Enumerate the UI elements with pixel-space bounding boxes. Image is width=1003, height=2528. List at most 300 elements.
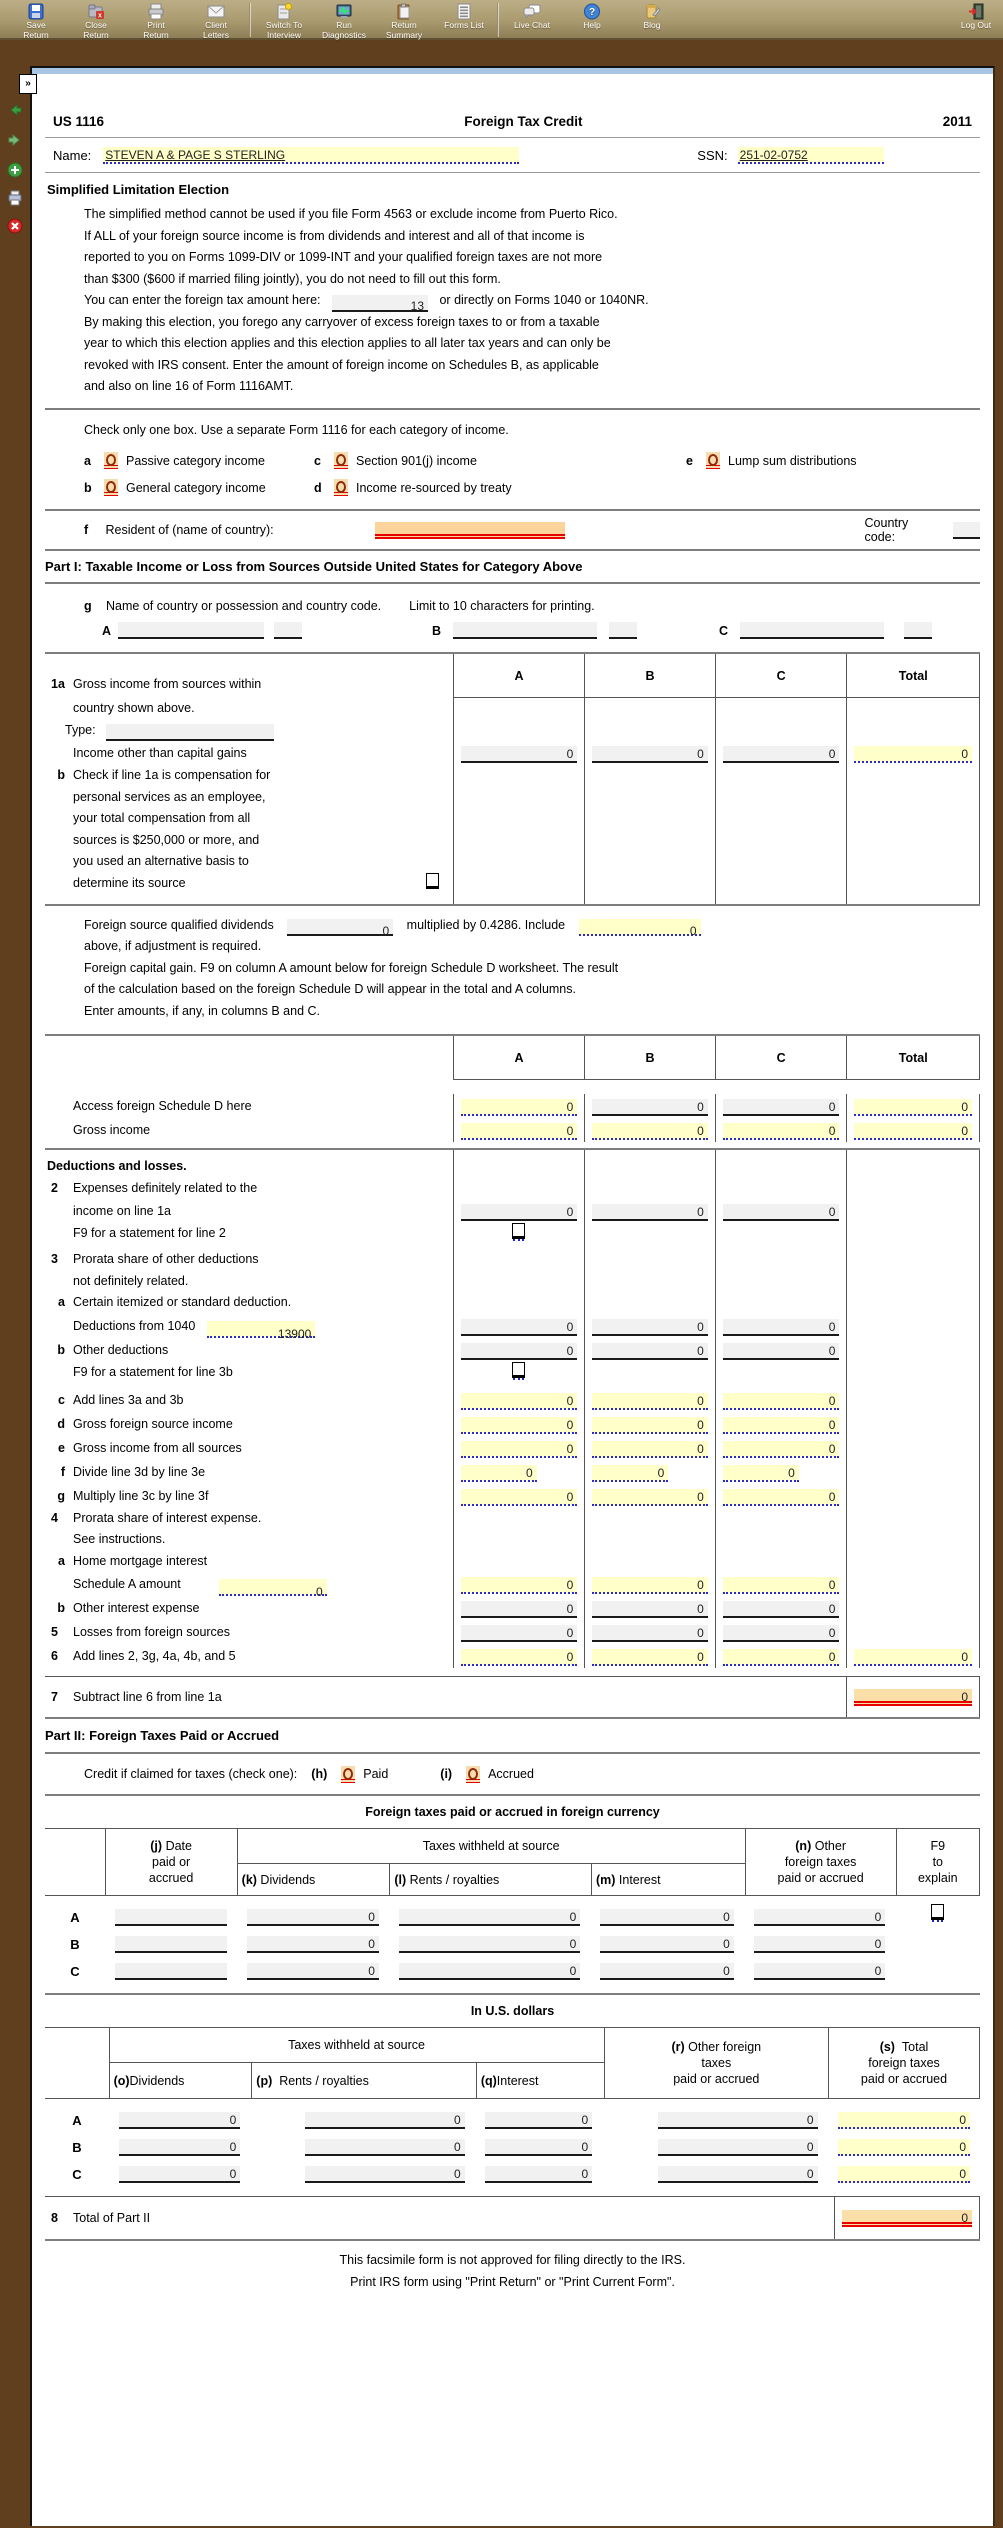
line-g-text: Name of country or possession and country code. — [106, 599, 382, 613]
part1-title: Part I: Taxable Income or Loss from Sources Outside United States for Category Above — [45, 559, 583, 574]
usd-a-interest-field[interactable]: 0 — [485, 2112, 593, 2129]
interview-page-icon — [275, 3, 293, 20]
f9-line2-label: F9 for a statement for line 2 — [73, 1226, 226, 1240]
column-header-total: Total — [846, 1036, 980, 1080]
category-a-letter: a — [84, 453, 91, 468]
qd-include-field[interactable]: 0 — [579, 919, 701, 936]
line-3f-b-field[interactable]: 0 — [592, 1465, 668, 1482]
button-label: Run — [336, 20, 352, 30]
country-a-letter: A — [102, 623, 112, 638]
floppy-disk-icon — [27, 3, 45, 20]
save-return-button[interactable] — [6, 2, 66, 40]
line-6-total-field[interactable]: 0 — [854, 1649, 972, 1666]
taxes-withheld-header: Taxes withheld at source — [110, 2028, 604, 2063]
col-q-letter: (q) — [480, 2073, 497, 2088]
col-s-label: foreign taxes — [868, 2056, 940, 2070]
fc-b-other-field[interactable]: 0 — [754, 1936, 886, 1953]
foreign-tax-amount-field[interactable]: 13 — [332, 295, 428, 312]
log-out-button[interactable] — [953, 2, 999, 31]
line-5-c-field[interactable]: 0 — [723, 1625, 840, 1642]
print-form-icon[interactable] — [7, 190, 23, 206]
fc-c-rents-field[interactable]: 0 — [399, 1963, 580, 1980]
line-6-b-field[interactable]: 0 — [592, 1649, 708, 1666]
schedule-a-amount-field[interactable]: 0 — [219, 1579, 327, 1596]
row-c-letter: C — [70, 1964, 80, 1979]
return-summary-button[interactable] — [374, 2, 434, 40]
usd-c-interest-field[interactable]: 0 — [485, 2166, 593, 2183]
line-3d-label: Gross foreign source income — [73, 1416, 233, 1431]
line-4a-text: Schedule A amount — [73, 1577, 181, 1591]
row-c-letter: C — [72, 2167, 82, 2182]
f9-line2-checkbox[interactable] — [512, 1223, 525, 1239]
col-s-letter: (s) — [879, 2040, 895, 2054]
usd-a-total-field[interactable]: 0 — [838, 2112, 971, 2129]
form-panel — [25, 66, 995, 2526]
run-diagnostics-button[interactable] — [314, 2, 374, 40]
country-code-label: Country code: — [864, 516, 909, 544]
usd-c-dividends-field[interactable]: 0 — [119, 2166, 241, 2183]
button-label: Return — [143, 29, 169, 40]
col-o-label: Dividends — [129, 2073, 185, 2088]
line-1a-number: 1a — [51, 677, 65, 691]
fc-b-rents-field[interactable]: 0 — [399, 1936, 580, 1953]
qd-text: of the calculation based on the foreign Schedule D will appear in the total and A columns. — [84, 982, 576, 996]
col-q-label: Interest — [496, 2073, 539, 2088]
add-form-icon[interactable] — [7, 162, 23, 178]
part2-title: Part II: Foreign Taxes Paid or Accrued — [45, 1728, 280, 1743]
line-1a-label: Gross income from sources within — [73, 677, 262, 691]
col-n-label: Other — [814, 1839, 846, 1853]
column-header-a: A — [453, 654, 585, 698]
general-category-checkbox[interactable] — [104, 479, 118, 496]
deductions-1040-field[interactable]: 13900 — [207, 1321, 315, 1338]
line-4a-b-field[interactable]: 0 — [592, 1577, 708, 1594]
forward-arrow-icon[interactable] — [7, 132, 23, 148]
lump-sum-checkbox[interactable] — [706, 452, 720, 469]
fc-c-date-field[interactable] — [115, 1963, 228, 1980]
line-3c-label: Add lines 3a and 3b — [73, 1392, 184, 1407]
usd-b-rents-field[interactable]: 0 — [305, 2139, 465, 2156]
category-b-label: General category income — [126, 480, 266, 495]
line-3c-b-field[interactable]: 0 — [592, 1393, 708, 1410]
fc-a-other-field[interactable]: 0 — [754, 1909, 886, 1926]
expand-panel-tab[interactable]: » — [19, 74, 37, 94]
line-3g-number: g — [57, 1488, 65, 1503]
line-3b-c-field[interactable]: 0 — [723, 1343, 840, 1360]
income-b-field[interactable]: 0 — [592, 746, 708, 763]
button-label: Close — [85, 20, 107, 30]
line-2-b-field[interactable]: 0 — [592, 1204, 708, 1221]
line-3a-a-field[interactable]: 0 — [461, 1319, 578, 1336]
help-button[interactable] — [562, 2, 622, 31]
election-text: The simplified method cannot be used if you file Form 4563 or exclude income from Puerto Rico. — [84, 207, 618, 221]
usd-a-other-field[interactable]: 0 — [658, 2112, 818, 2129]
check-i-letter: (i) — [440, 1767, 453, 1781]
election-heading: Simplified Limitation Election — [47, 182, 230, 197]
line-5-b-field[interactable]: 0 — [592, 1625, 708, 1642]
column-header-total: Total — [846, 654, 980, 698]
country-a-name-field[interactable] — [118, 622, 264, 639]
election-text: year to which this election applies and this election applies to all later tax years and can only be — [84, 336, 611, 350]
usd-a-rents-field[interactable]: 0 — [305, 2112, 465, 2129]
button-label: Forms List — [444, 20, 484, 30]
button-label: Diagnostics — [322, 29, 366, 40]
checkbox-ring — [106, 481, 116, 493]
button-label: Blog — [643, 20, 661, 30]
fc-b-dividends-field[interactable]: 0 — [247, 1936, 379, 1953]
line-8-total-field[interactable]: 0 — [842, 2210, 972, 2227]
line-3-number: 3 — [51, 1252, 58, 1266]
usd-a-dividends-field[interactable]: 0 — [119, 2112, 241, 2129]
col-m-letter: (m) — [595, 1872, 616, 1887]
income-type-field[interactable] — [106, 724, 274, 741]
income-c-field[interactable]: 0 — [723, 746, 840, 763]
switch-to-interview-button[interactable] — [254, 2, 314, 40]
foreign-currency-table — [45, 1828, 980, 1995]
fc-a-f9-checkbox[interactable] — [931, 1904, 944, 1920]
line-1b-text: personal services as an employee, — [73, 789, 266, 804]
form-title: Foreign Tax Credit — [464, 114, 583, 129]
line-3g-a-field[interactable]: 0 — [461, 1489, 578, 1506]
col-l-letter: (l) — [394, 1872, 407, 1887]
country-b-code-field[interactable] — [609, 622, 637, 639]
line-4b-c-field[interactable]: 0 — [723, 1601, 840, 1618]
line-7-label: Subtract line 6 from line 1a — [73, 1690, 222, 1704]
line-3g-b-field[interactable]: 0 — [592, 1489, 708, 1506]
scroll-quill-icon — [643, 3, 661, 20]
blog-button[interactable] — [622, 2, 682, 31]
line-1b-checkbox[interactable] — [426, 873, 439, 889]
line-1b-text: sources is $250,000 or more, and — [73, 832, 260, 847]
income-other-label: Income other than capital gains — [73, 746, 247, 760]
column-header-b: B — [584, 654, 715, 698]
line-3e-a-field[interactable]: 0 — [461, 1441, 578, 1458]
row-a-letter: A — [70, 1910, 80, 1925]
line-3d-b-field[interactable]: 0 — [592, 1417, 708, 1434]
country-c-code-field[interactable] — [904, 622, 932, 639]
line-2-number: 2 — [51, 1180, 58, 1195]
col-l-label: Rents / royalties — [409, 1872, 500, 1887]
accrued-checkbox[interactable] — [466, 1766, 480, 1783]
schedule-d-b-field[interactable]: 0 — [592, 1099, 708, 1116]
category-e-label: Lump sum distributions — [728, 453, 857, 468]
form-year: 2011 — [942, 114, 972, 129]
facsimile-note-line1: This facsimile form is not approved for filing directly to the IRS. — [339, 2253, 686, 2267]
line-2-text: income on line 1a — [73, 1204, 171, 1218]
col-j-label: paid or — [152, 1855, 191, 1869]
line-6-number: 6 — [51, 1649, 58, 1663]
col-r-label: taxes — [701, 2056, 732, 2070]
line-3-text: not definitely related. — [73, 1273, 189, 1288]
part1-table-1 — [45, 652, 980, 906]
facsimile-note-line2: Print IRS form using "Print Return" or "Print Current Form". — [350, 2275, 675, 2289]
line-4b-b-field[interactable]: 0 — [592, 1601, 708, 1618]
schedule-d-a-field[interactable]: 0 — [461, 1099, 578, 1116]
live-chat-button[interactable] — [502, 2, 562, 31]
f9-line3b-label: F9 for a statement for line 3b — [73, 1364, 233, 1379]
chat-bubbles-icon — [522, 3, 542, 20]
line-2-c-field[interactable]: 0 — [723, 1204, 840, 1221]
schedule-d-total-field[interactable]: 0 — [854, 1099, 972, 1116]
door-exit-icon — [967, 3, 985, 20]
col-s-label: paid or accrued — [860, 2072, 948, 2086]
line-3e-b-field[interactable]: 0 — [592, 1441, 708, 1458]
line-3-text: Prorata share of other deductions — [73, 1252, 259, 1266]
usd-c-rents-field[interactable]: 0 — [305, 2166, 465, 2183]
line-4-number: 4 — [51, 1510, 58, 1525]
qd-text: multiplied by 0.4286. Include — [406, 918, 566, 932]
line-2-text: Expenses definitely related to the — [73, 1180, 258, 1195]
monitor-pulse-icon — [335, 3, 353, 20]
qd-text: Foreign source qualified dividends — [84, 918, 274, 932]
line-1a-label2: country shown above. — [73, 701, 195, 715]
col-n-label: foreign taxes — [784, 1855, 857, 1869]
line-4-text: Prorata share of interest expense. — [73, 1510, 262, 1525]
line-3a-c-field[interactable]: 0 — [723, 1319, 840, 1336]
clipboard-icon — [395, 3, 413, 20]
button-label: Return — [83, 29, 109, 40]
column-header-c: C — [715, 654, 847, 698]
line-5-a-field[interactable]: 0 — [461, 1625, 578, 1642]
qd-amount-field[interactable]: 0 — [287, 919, 393, 936]
line-3a-number: a — [58, 1295, 65, 1309]
col-k-label: Dividends — [260, 1872, 316, 1887]
folder-close-icon — [87, 3, 105, 20]
f9-line3b-checkbox[interactable] — [512, 1362, 525, 1378]
line-3b-a-field[interactable]: 0 — [461, 1343, 578, 1360]
line-8-number: 8 — [51, 2211, 58, 2225]
checkbox-ring — [336, 481, 346, 493]
col-n-label: paid or accrued — [777, 1871, 864, 1885]
line-3e-c-field[interactable]: 0 — [723, 1441, 840, 1458]
checkbox-ring — [468, 1768, 478, 1780]
line-3a-text: Certain itemized or standard deduction. — [73, 1295, 292, 1309]
category-c-letter: c — [314, 453, 321, 468]
accrued-label: Accrued — [488, 1767, 534, 1781]
usd-c-other-field[interactable]: 0 — [658, 2166, 818, 2183]
election-text: and also on line 16 of Form 1116AMT. — [84, 379, 294, 393]
line-3a-text: Deductions from 1040 — [73, 1318, 196, 1333]
divider — [45, 582, 980, 584]
taxes-withheld-header: Taxes withheld at source — [238, 1829, 745, 1864]
usd-b-other-field[interactable]: 0 — [658, 2139, 818, 2156]
usd-c-total-field[interactable]: 0 — [838, 2166, 971, 2183]
usd-b-total-field[interactable]: 0 — [838, 2139, 971, 2156]
row-a-letter: A — [72, 2113, 82, 2128]
line-4a-c-field[interactable]: 0 — [723, 1577, 840, 1594]
usd-b-interest-field[interactable]: 0 — [485, 2139, 593, 2156]
fc-c-interest-field[interactable]: 0 — [600, 1963, 734, 1980]
schedule-d-c-field[interactable]: 0 — [723, 1099, 840, 1116]
gross-income-c-field[interactable]: 0 — [723, 1123, 840, 1140]
button-label: Switch To — [265, 20, 303, 30]
line-8-label: Total of Part II — [73, 2211, 151, 2225]
checkbox-ring — [106, 454, 116, 466]
line-4a-text: Home mortgage interest — [73, 1553, 208, 1568]
paid-checkbox[interactable] — [341, 1766, 355, 1783]
button-label: Summary — [385, 29, 423, 40]
category-instruction: Check only one box. Use a separate Form 1116 for each category of income. — [84, 422, 509, 437]
fc-a-interest-field[interactable]: 0 — [600, 1909, 734, 1926]
election-text: than $300 ($600 if married filing jointly), you do not need to fill out this form. — [84, 271, 501, 286]
line-3c-number: c — [58, 1392, 65, 1407]
line-5-label: Losses from foreign sources — [73, 1625, 231, 1639]
line-3g-c-field[interactable]: 0 — [723, 1489, 840, 1506]
checkbox-ring — [708, 454, 718, 466]
usd-b-dividends-field[interactable]: 0 — [119, 2139, 241, 2156]
fc-a-date-field[interactable] — [115, 1909, 228, 1926]
col-j-label: Date — [165, 1839, 192, 1853]
line-3d-c-field[interactable]: 0 — [723, 1417, 840, 1434]
gross-income-b-field[interactable]: 0 — [592, 1123, 708, 1140]
column-header-a: A — [453, 1036, 585, 1080]
country-c-name-field[interactable] — [740, 622, 884, 639]
col-j-letter: (j) — [150, 1839, 163, 1853]
button-label: Return — [391, 20, 417, 30]
line-7-total-field[interactable]: 0 — [854, 1689, 972, 1706]
col-j-label: accrued — [148, 1871, 194, 1885]
fc-c-other-field[interactable]: 0 — [754, 1963, 886, 1980]
category-a-label: Passive category income — [126, 453, 265, 468]
gross-income-total-field[interactable]: 0 — [854, 1123, 972, 1140]
ssn-label: SSN: — [697, 147, 728, 163]
fc-a-rents-field[interactable]: 0 — [399, 1909, 580, 1926]
election-text: or directly on Forms 1040 or 1040NR. — [439, 293, 649, 307]
line-1b-text: your total compensation from all — [73, 811, 251, 825]
income-a-field[interactable]: 0 — [461, 746, 578, 763]
line-3f-a-field[interactable]: 0 — [461, 1465, 537, 1482]
envelope-icon — [206, 3, 226, 20]
line-3d-number: d — [57, 1416, 65, 1431]
resident-letter: f — [84, 523, 89, 537]
fc-a-dividends-field[interactable]: 0 — [247, 1909, 379, 1926]
line-3d-a-field[interactable]: 0 — [461, 1417, 578, 1434]
line-4a-a-field[interactable]: 0 — [461, 1577, 578, 1594]
col-p-letter: (p) — [256, 2073, 273, 2088]
close-return-button[interactable] — [66, 2, 126, 40]
line-6-c-field[interactable]: 0 — [723, 1649, 840, 1666]
category-b-letter: b — [84, 480, 92, 495]
type-label: Type: — [65, 722, 96, 737]
resident-label: Resident of (name of country): — [105, 523, 274, 537]
line-4b-a-field[interactable]: 0 — [461, 1601, 578, 1618]
line-2-a-field[interactable]: 0 — [461, 1204, 578, 1221]
button-label: Interview — [266, 29, 301, 40]
forms-list-button[interactable] — [434, 2, 494, 31]
country-code-field[interactable] — [953, 522, 980, 539]
line-3f-c-field[interactable]: 0 — [723, 1465, 799, 1482]
qd-text: Enter amounts, if any, in columns B and C. — [84, 1003, 320, 1018]
line-1b-text: Check if line 1a is compensation for — [73, 768, 271, 782]
line-6-label: Add lines 2, 3g, 4a, 4b, and 5 — [73, 1649, 236, 1663]
schedule-d-label: Access foreign Schedule D here — [73, 1099, 252, 1113]
taxpayer-name-field[interactable]: STEVEN A & PAGE S STERLING — [103, 147, 519, 164]
back-arrow-icon[interactable] — [7, 102, 23, 118]
document-lines-icon — [455, 3, 473, 20]
button-label: Print — [147, 20, 165, 30]
left-sidebar — [0, 42, 30, 2528]
col-r-label: Other foreign — [688, 2040, 762, 2054]
line-3f-number: f — [60, 1464, 65, 1479]
button-label: Help — [583, 20, 601, 30]
svg-text:x: x — [98, 12, 102, 20]
toolbar-separator — [497, 3, 499, 37]
line-g-note: Limit to 10 characters for printing. — [409, 599, 595, 613]
line-3c-c-field[interactable]: 0 — [723, 1393, 840, 1410]
line-3e-number: e — [58, 1440, 65, 1455]
fc-b-interest-field[interactable]: 0 — [600, 1936, 734, 1953]
line-4b-number: b — [57, 1601, 65, 1615]
col-m-label: Interest — [618, 1872, 661, 1887]
resourced-treaty-checkbox[interactable] — [334, 479, 348, 496]
usd-table — [45, 2027, 980, 2196]
delete-form-icon[interactable] — [7, 218, 23, 234]
country-b-name-field[interactable] — [453, 622, 597, 639]
paid-label: Paid — [363, 1767, 389, 1781]
income-total-field[interactable]: 0 — [854, 746, 972, 763]
credit-claimed-label: Credit if claimed for taxes (check one): — [84, 1767, 298, 1781]
section-901j-checkbox[interactable] — [334, 452, 348, 469]
usd-table-title: In U.S. dollars — [470, 2004, 555, 2018]
election-text: If ALL of your foreign source income is from dividends and interest and all of that income is — [84, 228, 585, 243]
button-label: Save — [26, 20, 46, 30]
client-letters-button[interactable] — [186, 2, 246, 40]
deductions-heading: Deductions and losses. — [47, 1159, 187, 1173]
row-b-letter: B — [70, 1937, 80, 1952]
column-header-c: C — [715, 1036, 847, 1080]
line-3b-number: b — [57, 1342, 65, 1357]
toolbar-separator — [249, 3, 251, 37]
row-b-letter: B — [72, 2140, 82, 2155]
country-c-letter: C — [719, 623, 729, 638]
col-k-letter: (k) — [241, 1872, 257, 1887]
col-r-label: paid or accrued — [673, 2072, 760, 2086]
resident-country-field[interactable] — [375, 522, 565, 539]
line-5-number: 5 — [51, 1625, 58, 1639]
fc-c-dividends-field[interactable]: 0 — [247, 1963, 379, 1980]
fc-b-date-field[interactable] — [115, 1936, 228, 1953]
country-a-code-field[interactable] — [274, 622, 302, 639]
qd-text: Foreign capital gain. F9 on column A amount below for foreign Schedule D worksheet. The result — [84, 960, 619, 975]
election-text: You can enter the foreign tax amount here: — [84, 293, 321, 307]
top-toolbar — [0, 0, 1003, 40]
line-3b-label: Other deductions — [73, 1342, 169, 1357]
line-4-text: See instructions. — [73, 1532, 166, 1546]
printer-icon — [147, 3, 165, 20]
line-3g-label: Multiply line 3c by line 3f — [73, 1488, 209, 1503]
part1-table-2 — [45, 1034, 980, 1676]
col-p-label: Rents / royalties — [279, 2073, 369, 2088]
line-3c-a-field[interactable]: 0 — [461, 1393, 578, 1410]
question-circle-icon — [583, 3, 601, 20]
print-return-button[interactable] — [126, 2, 186, 40]
category-e-letter: e — [686, 453, 693, 468]
line-3e-label: Gross income from all sources — [73, 1440, 242, 1455]
line-3b-b-field[interactable]: 0 — [592, 1343, 708, 1360]
column-header-b: B — [584, 1036, 715, 1080]
category-d-label: Income re-sourced by treaty — [356, 480, 512, 495]
button-label: Log Out — [960, 20, 992, 30]
svg-text:?: ? — [588, 7, 596, 18]
button-label: Letters — [203, 29, 229, 40]
taxpayer-ssn-field[interactable]: 251-02-0752 — [738, 147, 884, 164]
passive-category-checkbox[interactable] — [104, 452, 118, 469]
line-3a-b-field[interactable]: 0 — [592, 1319, 708, 1336]
check-h-letter: (h) — [311, 1767, 328, 1781]
election-text: revoked with IRS consent. Enter the amount of foreign income on Schedules B, as applicable — [84, 357, 599, 372]
line-6-a-field[interactable]: 0 — [461, 1649, 578, 1666]
gross-income-a-field[interactable]: 0 — [461, 1123, 578, 1140]
